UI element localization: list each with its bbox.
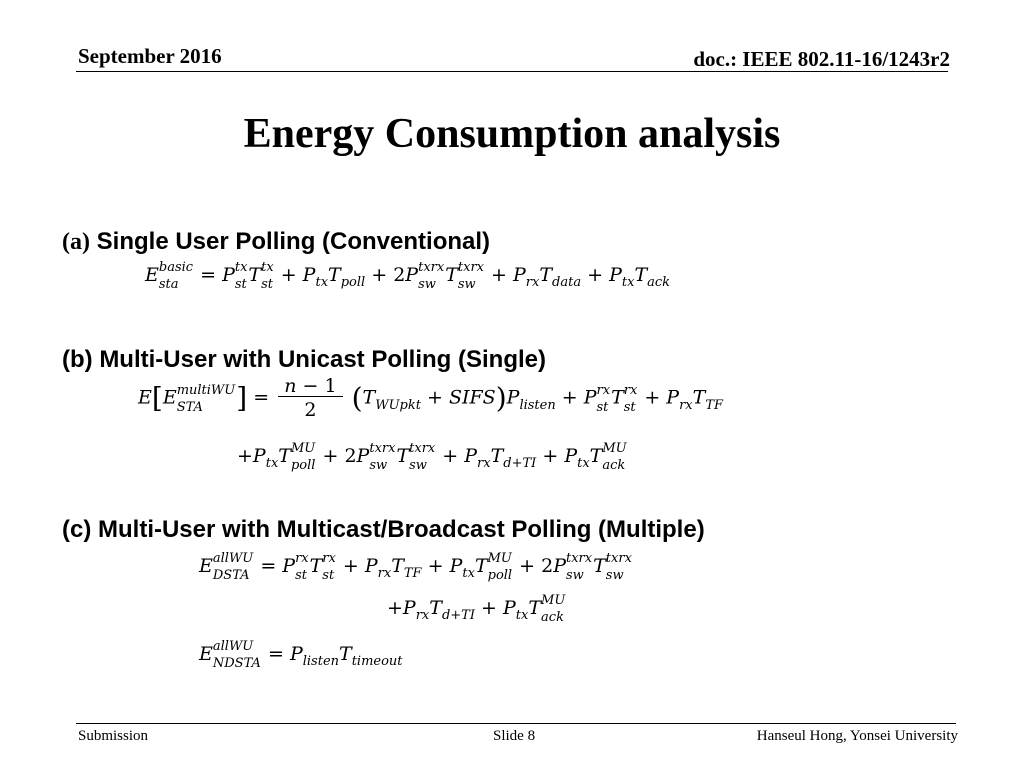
header-date: September 2016 [78,44,222,68]
equation-b-line1: E[E multiWU STA ] = $\frac{n - 1}{2}$ ($T_{WUpkt}$ + $SIFS)P_{listen} + P$ rx st T rx st + $P_{rx}T_{TF}$ [138,375,724,421]
equation-c-ndsta: E allWU NDSTA = $P_{listen}T_{timeout}$ [199,639,403,671]
header-doc-id: doc.: IEEE 802.11-16/1243r2 [693,47,950,71]
equation-b-line2: $+P_{tx}T$ MU poll + 2P txrx sw T txrx sw + $P_{rx}T_{d+TI} + P_{tx}T$ MU ack [237,441,627,473]
section-b-heading: (b) Multi-User with Unicast Polling (Single) [62,346,546,373]
section-a-label: Single User Polling (Conventional) [96,228,491,255]
footer-rule [76,723,956,724]
footer-author: Hanseul Hong, Yonsei University [756,728,958,744]
footer-submission: Submission [78,728,149,744]
section-a-lead: (a) [62,229,90,255]
section-c-heading: (c) Multi-User with Multicast/Broadcast Polling (Multiple) [62,516,705,543]
equation-c-line1: E allWU DSTA = P rx st T rx st + $P_{rx}T_{TF} + P_{tx}T$ MU poll + 2P txrx sw T txrx sw [199,551,632,583]
equation-a: E basic sta = P tx st T tx st + $P_{tx}T_{poll} + 2P$ txrx sw T txrx sw + $P_{rx}T_{data} + P_{tx}T_{ack}$ [145,260,671,292]
section-a-heading [62,228,490,256]
header-rule [76,71,948,72]
equation-c-line2: $+P_{rx}T_{d+TI} + P_{tx}T$ MU ack [387,593,566,625]
slide-title: Energy Consumption analysis [243,111,781,157]
footer-slide-number: Slide 8 [493,728,536,744]
